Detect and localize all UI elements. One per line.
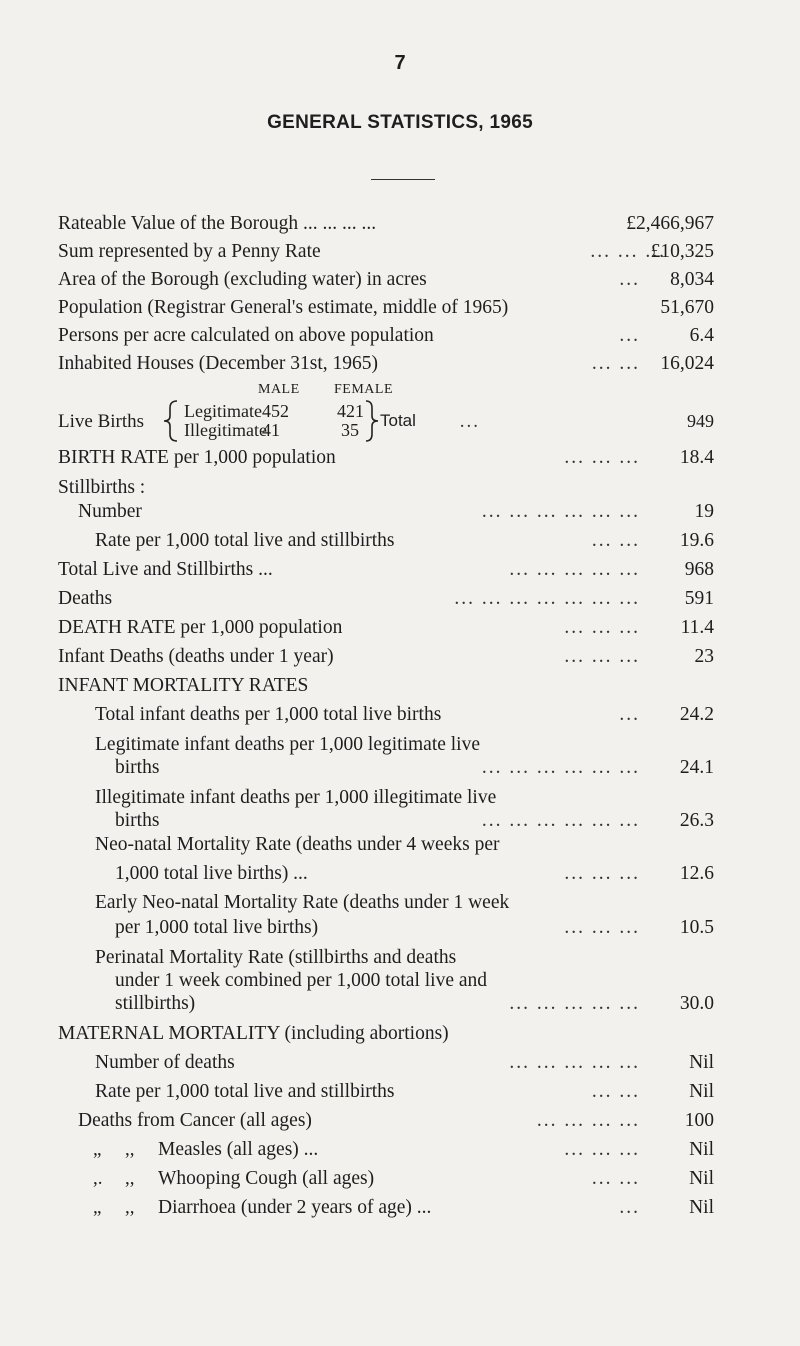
stat-label: Rate per 1,000 total live and stillbirths <box>95 1081 395 1102</box>
female-illegitimate-value: 35 <box>341 420 359 440</box>
stat-value: 30.0 <box>679 993 714 1014</box>
stat-label: per 1,000 total live births) <box>115 917 319 938</box>
stat-label: Infant Deaths (deaths under 1 year) <box>58 646 334 667</box>
stat-label: Area of the Borough (excluding water) in acres <box>58 269 427 290</box>
leader-dots: ... ... ... <box>564 863 640 884</box>
ditto-mark: ,, <box>125 1197 135 1218</box>
title-divider <box>371 179 435 180</box>
female-legitimate-value: 421 <box>337 401 364 421</box>
ditto-mark: ,, <box>125 1168 135 1189</box>
stat-label: Stillbirths : <box>58 477 146 498</box>
leader-dots: ... ... ... ... <box>536 1110 640 1131</box>
male-illegitimate-value: 41 <box>262 420 280 440</box>
leader-dots: ... <box>459 411 480 432</box>
leader-dots: ... ... ... ... ... <box>509 993 640 1014</box>
stat-label: Illegitimate infant deaths per 1,000 illegitimate live <box>95 787 497 808</box>
stat-label: Total infant deaths per 1,000 total live births <box>95 704 442 725</box>
stat-label: Legitimate infant deaths per 1,000 legitimate live <box>95 734 481 755</box>
stat-label: Diarrhoea (under 2 years of age) ... <box>158 1197 432 1218</box>
live-births-label: Live Births <box>58 411 145 432</box>
ditto-mark: „ <box>93 1197 102 1218</box>
stat-value: 968 <box>684 559 714 580</box>
leader-dots: ... ... <box>591 530 640 551</box>
stat-label: Whooping Cough (all ages) <box>158 1168 375 1189</box>
stat-label: births <box>115 810 160 831</box>
stat-label: DEATH RATE per 1,000 population <box>58 617 343 638</box>
stat-value: Nil <box>689 1081 714 1102</box>
leader-dots: ... ... ... <box>564 917 640 938</box>
stat-label: Early Neo-natal Mortality Rate (deaths under 1 week <box>95 892 510 913</box>
stat-label: Population (Registrar General's estimate, middle of 1965) <box>58 297 509 318</box>
stat-value: 10.5 <box>679 917 714 938</box>
leader-dots: ... <box>619 269 640 290</box>
stat-value: Nil <box>689 1168 714 1189</box>
leader-dots: ... ... ... ... ... ... <box>481 757 640 778</box>
stat-value: 11.4 <box>680 617 714 638</box>
stat-label: Deaths <box>58 588 113 609</box>
stat-label: 1,000 total live births) ... <box>115 863 308 884</box>
stat-value: Nil <box>689 1139 714 1160</box>
leader-dots: ... ... <box>591 1168 640 1189</box>
ditto-mark: ,. <box>93 1168 103 1189</box>
stat-label: Number of deaths <box>95 1052 235 1073</box>
left-brace-icon <box>160 399 180 443</box>
leader-dots: ... ... ... <box>564 646 640 667</box>
stat-label: Neo-natal Mortality Rate (deaths under 4 weeks per <box>95 834 500 855</box>
stat-value: 19 <box>694 501 714 522</box>
stat-label: Rate per 1,000 total live and stillbirths <box>95 530 395 551</box>
leader-dots: ... ... ... ... ... ... ... <box>454 588 640 609</box>
stat-value: Nil <box>689 1197 714 1218</box>
stat-value: 591 <box>684 588 714 609</box>
stat-value: 12.6 <box>679 863 714 884</box>
page-title: GENERAL STATISTICS, 1965 <box>267 112 533 133</box>
stat-label: Rateable Value of the Borough ... ... ... ... <box>58 213 377 234</box>
ditto-mark: „ <box>93 1139 102 1160</box>
stat-value: 19.6 <box>679 530 714 551</box>
male-column-header: MALE <box>258 382 300 397</box>
total-label: Total <box>380 411 416 430</box>
leader-dots: ... ... ... <box>564 447 640 468</box>
male-legitimate-value: 452 <box>262 401 289 421</box>
stat-label: Deaths from Cancer (all ages) <box>78 1110 312 1131</box>
stat-label: Inhabited Houses (December 31st, 1965) <box>58 353 379 374</box>
stat-label: stillbirths) <box>115 993 196 1014</box>
stat-value: £10,325 <box>650 241 714 262</box>
section-heading-label: INFANT MORTALITY RATES <box>58 675 309 696</box>
leader-dots: ... <box>619 704 640 725</box>
stat-label: under 1 week combined per 1,000 total live and <box>115 970 488 991</box>
stat-value: Nil <box>689 1052 714 1073</box>
stat-label: births <box>115 757 160 778</box>
stat-value: 16,024 <box>660 353 714 374</box>
stat-value: 51,670 <box>660 297 714 318</box>
right-brace-icon <box>364 399 380 443</box>
leader-dots: ... ... ... <box>564 617 640 638</box>
stat-value: 24.2 <box>679 704 714 725</box>
leader-dots: ... <box>619 325 640 346</box>
stat-value: £2,466,967 <box>626 213 714 234</box>
stat-label: Perinatal Mortality Rate (stillbirths and deaths <box>95 947 457 968</box>
page-number: 7 <box>394 52 406 74</box>
stat-value: 100 <box>684 1110 714 1131</box>
stat-label: Total Live and Stillbirths ... <box>58 559 273 580</box>
leader-dots: ... <box>619 1197 640 1218</box>
ditto-mark: ,, <box>125 1139 135 1160</box>
leader-dots: ... ... ... <box>590 241 666 262</box>
leader-dots: ... ... ... ... ... <box>509 559 640 580</box>
leader-dots: ... ... <box>591 1081 640 1102</box>
stat-value: 26.3 <box>679 810 714 831</box>
live-births-total-value: 949 <box>687 411 714 431</box>
stat-value: 6.4 <box>689 325 714 346</box>
stat-label: BIRTH RATE per 1,000 population <box>58 447 336 468</box>
stat-label: Number <box>78 501 142 522</box>
leader-dots: ... ... ... ... ... <box>509 1052 640 1073</box>
leader-dots: ... ... ... ... ... ... <box>481 501 640 522</box>
illegitimate-label: Illegitimate <box>184 420 267 440</box>
stat-value: 8,034 <box>670 269 714 290</box>
leader-dots: ... ... ... <box>564 1139 640 1160</box>
stat-value: 23 <box>694 646 714 667</box>
stat-label: Measles (all ages) ... <box>158 1139 319 1160</box>
stat-label: Sum represented by a Penny Rate <box>58 241 321 262</box>
stat-label: Persons per acre calculated on above population <box>58 325 434 346</box>
stat-value: 18.4 <box>679 447 714 468</box>
stat-value: 24.1 <box>679 757 714 778</box>
leader-dots: ... ... ... ... ... ... <box>481 810 640 831</box>
leader-dots: ... ... <box>591 353 640 374</box>
female-column-header: FEMALE <box>334 382 393 397</box>
section-heading-label: MATERNAL MORTALITY (including abortions) <box>58 1023 449 1044</box>
legitimate-label: Legitimate <box>184 401 262 421</box>
